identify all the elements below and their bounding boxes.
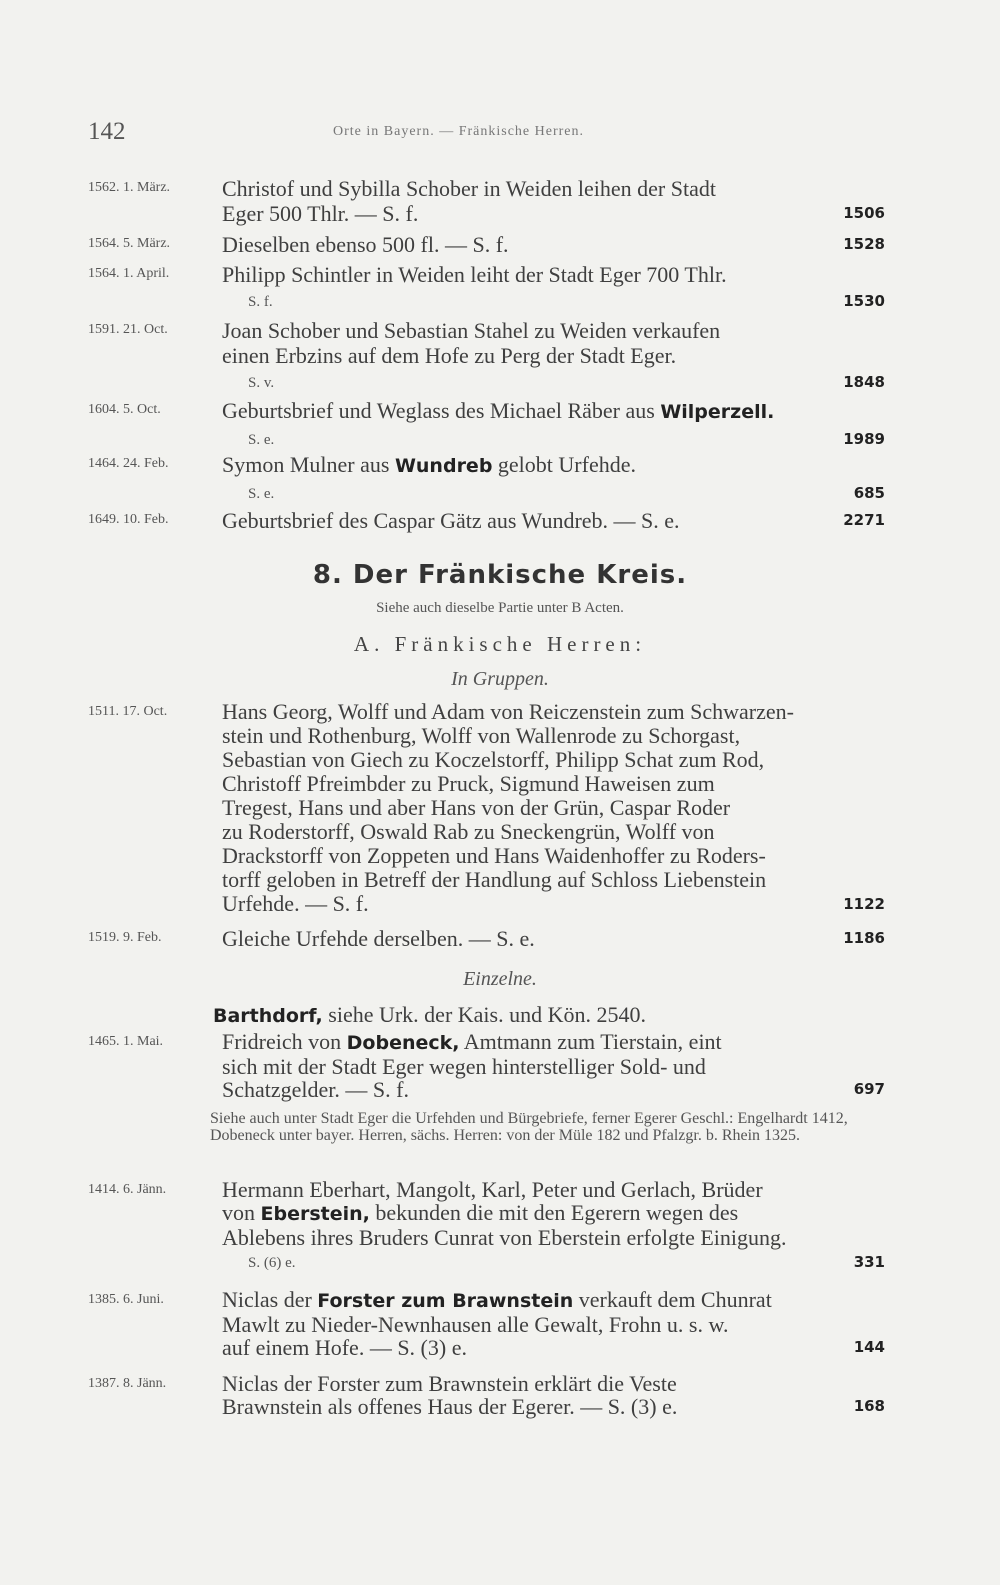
footnote: Siehe auch unter Stadt Eger die Urfehden und Bürgebriefe, ferner Egerer Geschl.: Engelhardt 1412, Dobeneck unter bayer. Herren, sächs. Herren: von der Müle 182 und Pfalzgr. b. Rhein 1325. [210, 1110, 848, 1144]
place-name: Forster zum Brawnstein [317, 1290, 574, 1312]
entry-text: Niclas der Forster zum Brawnstein verkauft dem Chunrat Mawlt zu Nieder-Newnhausen alle Gewalt, Frohn u. s. w. auf einem Hofe. — S. (3) e. 144 [222, 1287, 885, 1360]
entry [70, 1178, 885, 1275]
entry-date: 1464. 24. Feb. [88, 456, 169, 471]
document-number: 144 [853, 1338, 885, 1356]
entry [70, 1372, 885, 1418]
place-name: Eberstein, [260, 1203, 370, 1225]
document-number: 1186 [843, 929, 885, 947]
section-title: 8. Der Fränkische Kreis. [312, 560, 688, 590]
entry [70, 1030, 885, 1101]
entry-text: Dieselben ebenso 500 fl. — S. f. 1528 [222, 232, 885, 257]
entry-text: Geburtsbrief des Caspar Gätz aus Wundreb. — S. e. 2271 [222, 508, 885, 533]
source-ref: S. f. [248, 294, 273, 310]
running-head: Orte in Bayern. — Fränkische Herren. [333, 124, 584, 139]
entry-text: Geburtsbrief und Weglass des Michael Räber aus Wilperzell. S. e. 1989 [222, 398, 885, 453]
entry-text: Philipp Schintler in Weiden leiht der Stadt Eger 700 Thlr. S. f. 1530 [222, 262, 885, 315]
place-name: Barthdorf, [213, 1005, 323, 1027]
document-number: 331 [853, 1253, 885, 1271]
entry-date: 1604. 5. Oct. [88, 402, 161, 417]
entry-date: 1387. 8. Jänn. [88, 1376, 167, 1391]
entry [70, 452, 885, 507]
source-ref: S. (6) e. [248, 1255, 296, 1271]
document-number: 1506 [843, 204, 885, 222]
group-heading: Einzelne. [463, 968, 537, 990]
entry-text: Niclas der Forster zum Brawnstein erklärt die Veste Brawnstein als offenes Haus der Egerer. — S. (3) e. 168 [222, 1371, 885, 1419]
entry-date: 1649. 10. Feb. [88, 512, 169, 527]
document-number: 1530 [843, 292, 885, 310]
entry-text: Gleiche Urfehde derselben. — S. e. 1186 [222, 926, 885, 951]
entry-date: 1385. 6. Juni. [88, 1292, 164, 1307]
entry-text: Symon Mulner aus Wundreb gelobt Urfehde. S. e. 685 [222, 452, 885, 507]
document-number: 1848 [843, 373, 885, 391]
cross-reference: Barthdorf, siehe Urk. der Kais. und Kön. 2540. [213, 1002, 646, 1027]
document-number: 168 [853, 1397, 885, 1415]
document-number: 685 [853, 484, 885, 502]
entry [70, 262, 885, 315]
entry [70, 318, 885, 396]
entry [70, 1288, 885, 1359]
entry-date: 1591. 21. Oct. [88, 322, 168, 337]
entry-text: Christof und Sybilla Schober in Weiden leihen der Stadt Eger 500 Thlr. — S. f. 1506 [222, 176, 885, 226]
entry [70, 176, 885, 226]
document-number: 697 [853, 1080, 885, 1098]
group-heading: In Gruppen. [451, 668, 549, 690]
document-number: 2271 [843, 511, 885, 529]
entry [70, 398, 885, 453]
subsection-title: A. Fränkische Herren: [353, 632, 647, 656]
entry-text: Fridreich von Dobeneck, Amtmann zum Tierstain, eint sich mit der Stadt Eger wegen hinterstelliger Sold- und Schatzgelder. — S. f. 697 [222, 1029, 885, 1102]
entry [70, 508, 885, 533]
entry-date: 1414. 6. Jänn. [88, 1182, 167, 1197]
entry [70, 700, 885, 916]
source-ref: S. v. [248, 375, 275, 391]
source-ref: S. e. [248, 486, 275, 502]
source-ref: S. e. [248, 432, 275, 448]
entry-date: 1519. 9. Feb. [88, 930, 162, 945]
document-number: 1528 [843, 235, 885, 253]
document-number: 1122 [843, 895, 885, 913]
entry [70, 926, 885, 951]
entry-date: 1465. 1. Mai. [88, 1034, 164, 1049]
entry-date: 1511. 17. Oct. [88, 704, 168, 719]
place-name: Wundreb [394, 455, 493, 477]
entry-text: Joan Schober und Sebastian Stahel zu Weiden verkaufen einen Erbzins auf dem Hofe zu Perg der Stadt Eger. S. v. 1848 [222, 318, 885, 396]
entry [70, 232, 885, 257]
entry-text: Hans Georg, Wolff und Adam von Reiczenstein zum Schwarzen- stein und Rothenburg, Wolff von Wallenrode zu Schorgast, Sebastian von Giech zu Koczelstorff, Philipp Schat zum Rod, Christoff Pfreimbder zu Pruck, Sigmund Haweisen zum Tregest, Hans und aber Hans von der Grün, Caspar Roder zu Roderstorff, Oswald Rab zu Sneckengrün, Wolff von Drackstorff von Zoppeten und Hans Waidenhoffer zu Roders- torff geloben in Betreff der Handlung auf Schloss Liebenstein Urfehde. — S. f. 1122 [222, 699, 885, 916]
page-number: 142 [88, 118, 126, 145]
entry-date: 1564. 1. April. [88, 266, 170, 281]
entry-date: 1562. 1. März. [88, 180, 171, 195]
section-note: Siehe auch dieselbe Partie unter B Acten. [376, 600, 624, 616]
place-name: Dobeneck, [346, 1032, 460, 1054]
entry-date: 1564. 5. März. [88, 236, 171, 251]
entry-text: Hermann Eberhart, Mangolt, Karl, Peter und Gerlach, Brüder von Eberstein, bekunden die mit den Egerern wegen des Ablebens ihres Bruders Cunrat von Eberstein erfolgte Einigung. S. (6) e. 331 [222, 1178, 885, 1275]
document-number: 1989 [843, 430, 885, 448]
place-name: Wilperzell. [660, 401, 775, 423]
